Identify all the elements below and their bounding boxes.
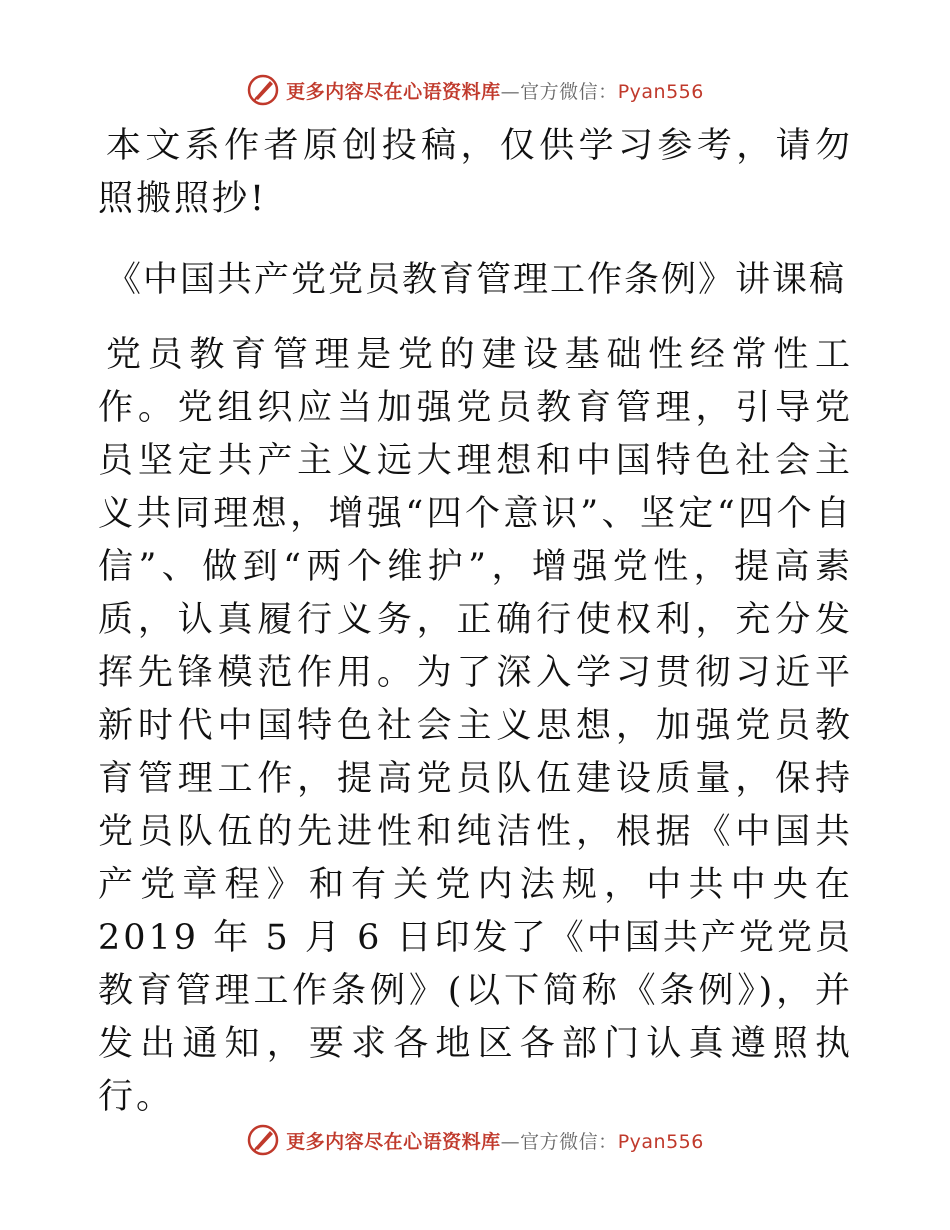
watermark-brand: 更多内容尽在心语资料库 <box>286 80 501 103</box>
document-content <box>98 120 853 1124</box>
watermark-text <box>286 77 704 104</box>
body-paragraph: 党员教育管理是党的建设基础性经常性工作。党组织应当加强党员教育管理，引导党员坚定共产主义远大理想和中国特色社会主义共同理想，增强“四个意识”、坚定“四个自信”、做到“两个维护”，增强党性，提高素质，认真履行义务，正确行使权利，充分发挥先锋模范作用。为了深入学习贯彻习近平新时代中国特色社会主义思想，加强党员教育管理工作，提高党员队伍建设质量，保持党员队伍的先进性和纯洁性，根据《中国共产党章程》和有关党内法规，中共中央在 2019 年 5 月 6 日印发了《中国共产党党员教育管理工作条例》(以下简称《条例》)，并发出通知，要求各地区各部门认真遵照执行。 <box>98 335 853 1117</box>
footer-watermark <box>0 1120 950 1160</box>
watermark-wechat-id: Pyan556 <box>617 1130 704 1153</box>
watermark-wechat-label: 官方微信： <box>520 1130 618 1153</box>
watermark-dash: — <box>500 1130 521 1153</box>
quill-pen-logo-icon <box>246 73 280 107</box>
quill-pen-logo-icon <box>246 1123 280 1157</box>
disclaimer-text: 本文系作者原创投稿，仅供学习参考，请勿照搬照抄! <box>98 126 853 219</box>
watermark-wechat-id: Pyan556 <box>617 80 704 103</box>
watermark-wechat-label: 官方微信： <box>520 80 618 103</box>
watermark-text <box>286 1127 704 1154</box>
document-title: 《中国共产党党员教育管理工作条例》讲课稿 <box>106 260 847 300</box>
header-watermark <box>0 70 950 110</box>
watermark-brand: 更多内容尽在心语资料库 <box>286 1130 501 1153</box>
watermark-dash: — <box>500 80 521 103</box>
